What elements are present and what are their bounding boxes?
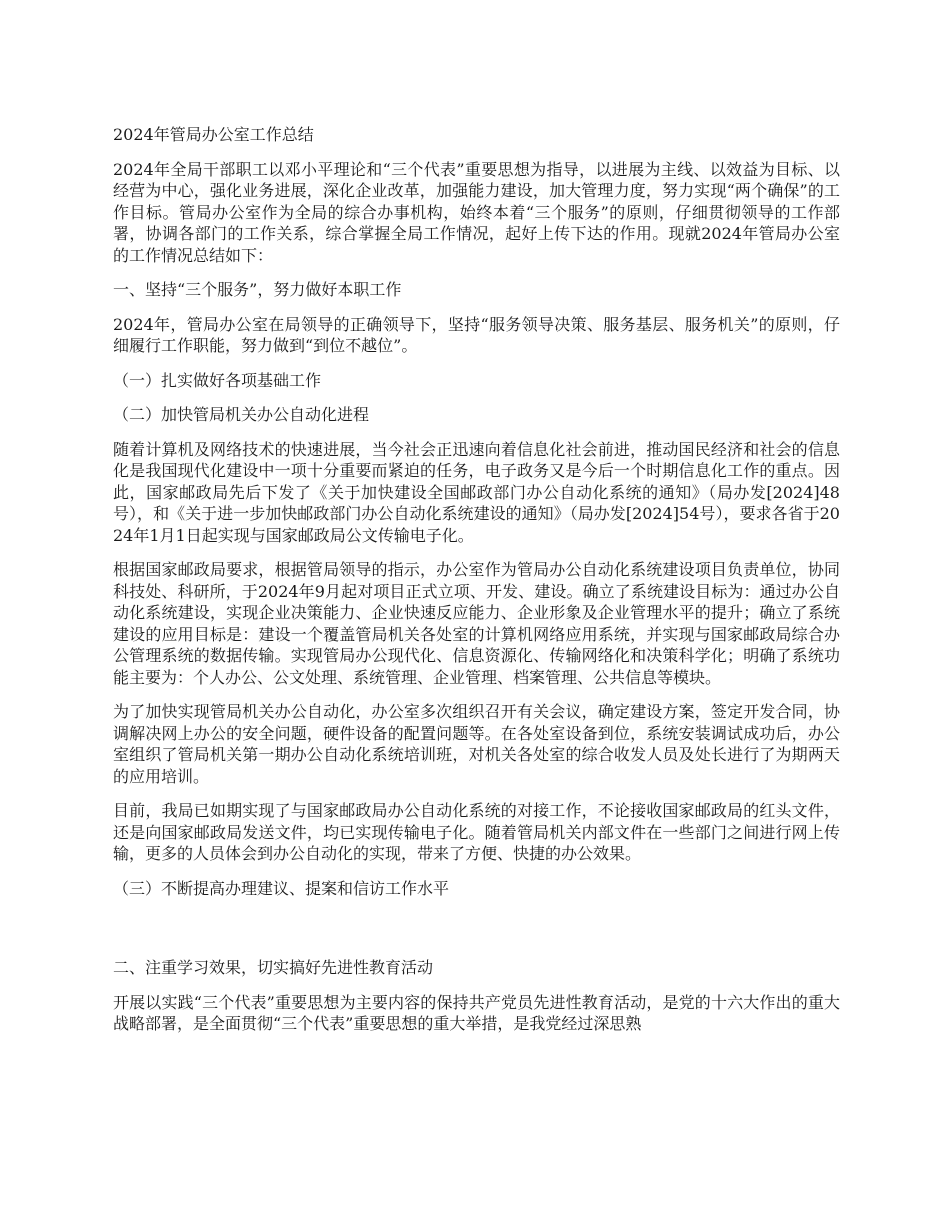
office-automation-paragraph-1: 随着计算机及网络技术的快速进展，当今社会正迅速向着信息化社会前进，推动国民经济和社会的信息化是我国现代化建设中一项十分重要而紧迫的任务，电子政务又是今后一个时期信息化工作的重点。因此，国家邮政局先后下发了《关于加快建设全国邮政部门办公自动化系统的通知》（局办发[2024]48号），和《关于进一步加快邮政部门办公自动化系统建设的通知》（局办发[2024]54号），要求各省于2024年1月1日起实现与国家邮政局公文传输电子化。 <box>113 439 840 545</box>
office-automation-paragraph-2: 根据国家邮政局要求，根据管局领导的指示，办公室作为管局办公自动化系统建设项目负责单位，协同科技处、科研所，于2024年9月起对项目正式立项、开发、建设。确立了系统建设目标为：通过办公自动化系统建设，实现企业决策能力、企业快速反应能力、企业形象及企业管理水平的提升；确立了系统建设的应用目标是：建设一个覆盖管局机关各处室的计算机网络应用系统，并实现与国家邮政局综合办公管理系统的数据传输。实现管局办公现代化、信息资源化、传输网络化和决策科学化；明确了系统功能主要为：个人办公、公文处理、系统管理、企业管理、档案管理、公共信息等模块。 <box>113 560 840 687</box>
section-2-paragraph: 开展以实践“三个代表”重要思想为主要内容的保持共产党员先进性教育活动，是党的十六大作出的重大战略部署，是全面贯彻“三个代表”重要思想的重大举措，是我党经过深思熟 <box>113 992 840 1033</box>
office-automation-paragraph-3: 为了加快实现管局机关办公自动化，办公室多次组织召开有关会议，确定建设方案，签定开发合同，协调解决网上办公的安全问题，硬件设备的配置问题等。在各处室设备到位，系统安装调试成功后，办公室组织了管局机关第一期办公自动化系统培训班，对机关各处室的综合收发人员及处长进行了为期两天的应用培训。 <box>113 702 840 786</box>
section-heading-1: 一、坚持“三个服务”，努力做好本职工作 <box>113 280 402 299</box>
subsection-heading-1: （一）扎实做好各项基础工作 <box>113 370 322 390</box>
subsection-heading-3: （三）不断提高办理建议、提案和信访工作水平 <box>113 878 450 898</box>
section-1-paragraph: 2024年，管局办公室在局领导的正确领导下，坚持“服务领导决策、服务基层、服务机关”的原则，仔细履行工作职能，努力做到“到位不越位”。 <box>113 314 840 355</box>
intro-paragraph: 2024年全局干部职工以邓小平理论和“三个代表”重要思想为指导，以进展为主线、以效益为目标、以经营为中心，强化业务进展，深化企业改革，加强能力建设，加大管理力度，努力实现“两个确保”的工作目标。管局办公室作为全局的综合办事机构，始终本着“三个服务”的原则，仔细贯彻领导的工作部署，协调各部门的工作关系，综合掌握全局工作情况，起好上传下达的作用。现就2024年管局办公室的工作情况总结如下： <box>113 159 840 265</box>
document-page <box>113 124 840 1048</box>
subsection-heading-2: （二）加快管局机关办公自动化进程 <box>113 405 370 424</box>
office-automation-paragraph-4: 目前，我局已如期实现了与国家邮政局办公自动化系统的对接工作，不论接收国家邮政局的红头文件，还是向国家邮政局发送文件，均已实现传输电子化。随着管局机关内部文件在一些部门之间进行网上传输，更多的人员体会到办公自动化的实现，带来了方便、快捷的办公效果。 <box>113 801 840 863</box>
document-title: 2024年管局办公室工作总结 <box>113 125 314 144</box>
section-heading-2: 二、注重学习效果，切实搞好先进性教育活动 <box>113 958 434 977</box>
blank-space <box>113 912 840 957</box>
